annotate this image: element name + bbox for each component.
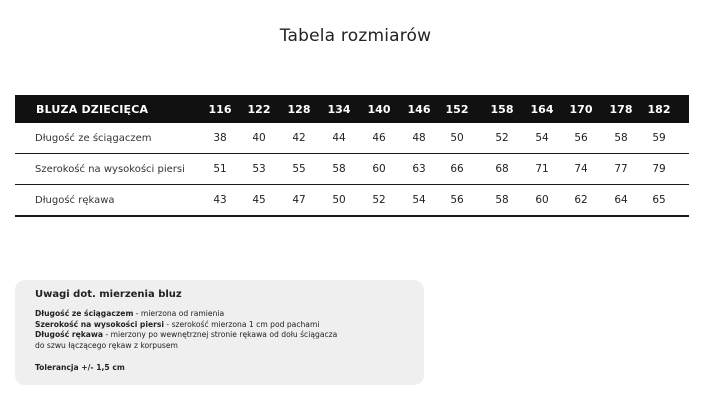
measurement-notes-box <box>15 280 424 385</box>
table-cell: 63 <box>412 163 426 175</box>
table-cell: 60 <box>372 163 386 175</box>
table-cell: 58 <box>495 194 509 206</box>
table-cell: 66 <box>450 163 464 175</box>
page-title: Tabela rozmiarów <box>279 26 432 46</box>
note-term: Długość ze ściągaczem <box>35 309 134 318</box>
tolerance-note: Tolerancja +/- 1,5 cm <box>35 363 125 372</box>
size-header: 182 <box>647 102 671 116</box>
size-table <box>15 95 689 217</box>
size-header: 164 <box>530 102 554 116</box>
table-cell: 60 <box>535 194 549 206</box>
table-cell: 42 <box>292 132 306 144</box>
notes-title: Uwagi dot. mierzenia bluz <box>35 289 182 300</box>
table-cell: 43 <box>213 194 227 206</box>
note-desc: do szwu łączącego rękaw z korpusem <box>35 340 178 350</box>
table-cell: 79 <box>652 163 666 175</box>
table-cell: 77 <box>614 163 628 175</box>
table-cell: 58 <box>614 132 628 144</box>
size-header: 152 <box>445 102 469 116</box>
table-cell: 51 <box>213 163 227 175</box>
table-cell: 52 <box>495 132 509 144</box>
note-line <box>35 330 337 341</box>
table-cell: 62 <box>574 194 588 206</box>
table-cell: 68 <box>495 163 509 175</box>
table-cell: 56 <box>450 194 464 206</box>
size-header: 116 <box>208 102 232 116</box>
note-term: Szerokość na wysokości piersi <box>35 319 164 329</box>
table-cell: 65 <box>652 194 666 206</box>
table-row <box>15 154 689 185</box>
table-cell: 53 <box>252 163 266 175</box>
note-desc: - mierzony po wewnętrznej stronie rękawa od dołu ściągacza <box>103 330 338 339</box>
table-cell: 55 <box>292 163 306 175</box>
table-cell: 58 <box>332 163 346 175</box>
note-term: Długość rękawa <box>35 330 104 339</box>
size-header: 134 <box>327 102 351 116</box>
table-cell: 44 <box>332 132 346 144</box>
size-header: 140 <box>367 102 391 116</box>
table-cell: 50 <box>332 194 346 206</box>
table-cell: 64 <box>614 194 628 206</box>
size-header: 128 <box>287 102 311 116</box>
table-cell: 46 <box>372 132 386 144</box>
table-header-row <box>15 95 689 123</box>
row-label: Długość rękawa <box>35 194 115 206</box>
table-cell: 71 <box>535 163 549 175</box>
row-label: Długość ze ściągaczem <box>35 132 152 144</box>
table-cell: 54 <box>535 132 549 144</box>
table-cell: 45 <box>252 194 266 206</box>
note-desc: - szerokość mierzona 1 cm pod pachami <box>164 319 320 329</box>
size-header: 170 <box>569 102 593 116</box>
table-header-label: BLUZA DZIECIĘCA <box>36 102 149 116</box>
table-cell: 56 <box>574 132 588 144</box>
table-cell: 59 <box>652 132 666 144</box>
note-line <box>35 309 337 320</box>
table-cell: 74 <box>574 163 588 175</box>
size-header: 122 <box>247 102 271 116</box>
table-cell: 50 <box>450 132 464 144</box>
table-cell: 54 <box>412 194 426 206</box>
table-cell: 48 <box>412 132 426 144</box>
table-row <box>15 123 689 154</box>
table-cell: 40 <box>252 132 266 144</box>
size-header: 158 <box>490 102 514 116</box>
table-cell: 38 <box>213 132 227 144</box>
table-cell: 47 <box>292 194 306 206</box>
note-line <box>35 341 337 352</box>
note-line <box>35 320 337 331</box>
note-desc: - mierzona od ramienia <box>133 309 225 318</box>
size-header: 178 <box>609 102 633 116</box>
table-row <box>15 185 689 217</box>
row-label: Szerokość na wysokości piersi <box>35 163 185 175</box>
notes-lines <box>35 309 337 351</box>
table-cell: 52 <box>372 194 386 206</box>
size-header: 146 <box>407 102 431 116</box>
